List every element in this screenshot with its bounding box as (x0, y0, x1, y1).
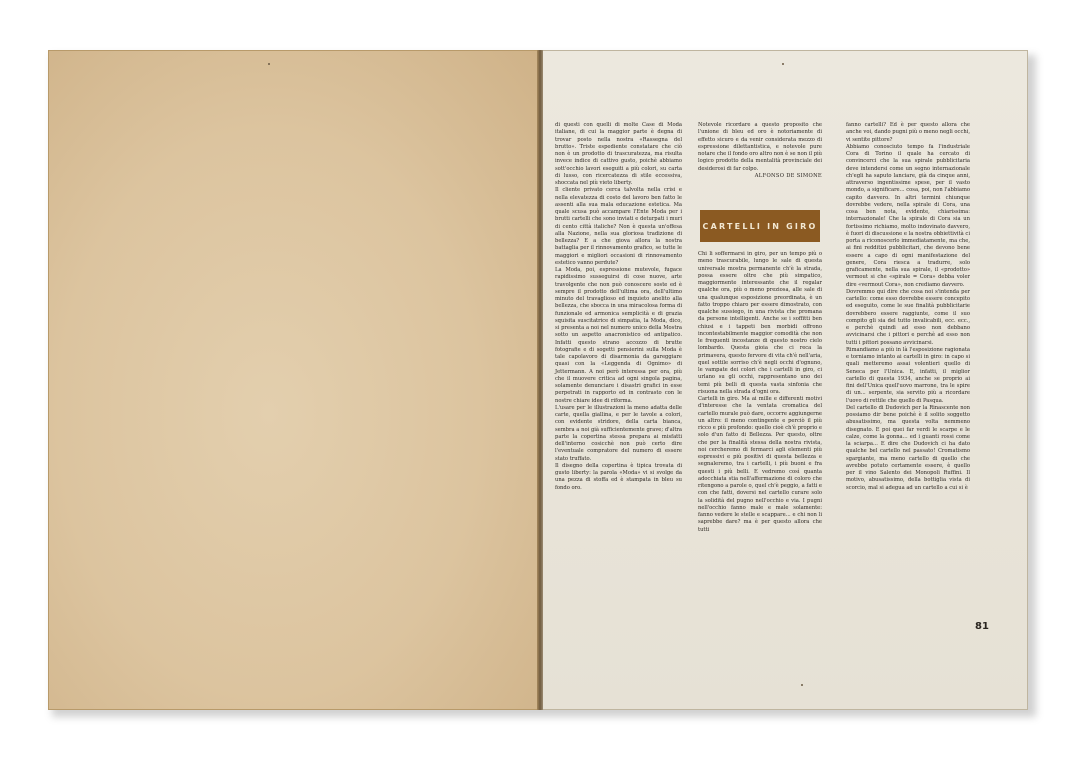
article-column-1 (555, 122, 682, 492)
book-gutter (537, 50, 543, 710)
section-title-banner (700, 210, 820, 242)
binding-dot (268, 63, 270, 65)
left-page (48, 50, 539, 710)
paragraph: Rimandiamo a più in là l'esposizione ragionata e torniamo intanto ai cartelli in giro: in capo si quali metteremo assai volentieri quello di Seneca per l'Unica. E, infatti, il miglior cartello di questa 1934, anche se proprio ai fini dell'Unica quell'uovo marrone, tra le spire di un... serpente, sia servito più a ricordare l'uovo di rettile che quello di Pasqua. (846, 346, 970, 404)
paragraph: La Moda, poi, espressione mutevole, fugace rapidissimo susseguirsi di cose nuove, arte travolgente che non può conoscere soste ed è sempre il prodotto dell'ultima ora, dell'ultimo minuto del travaglioso ed inquieto anelito alla bellezza, che sbocca in una miracolosa forma di funzionale ed armonica semplicità e di grazia squisita suscitatrice di simpatia, la Moda, dico, si presenta a noi nel numero unico della Mostra sotto un aspetto anacronistico ed antipatico. Infatti questo strano accozzo di brutte fotografie e di sogetti pensierini sulla Moda è tale capolavoro di disarmonia da gareggiare quasi con la «Leggenda di Ognimo» di Jettermann. A noi però interessa per ora, più che il muovere critica ad ogni singola pagina, solamente denunciare i disastri grafici in esse perpetrati in rapporto ed in contrasto con le nostre chiare idee di riforma. (555, 267, 682, 404)
binding-dot (801, 684, 803, 686)
paragraph: Del cartello di Dudovich per la Rinascente non possiamo dir bene poichè è il solito soggetto abusatissimo, ma questa volta nemmeno disegnato. E poi quei far verdi le scarpe e le calze, come la gonna... ed i guanti rossi come la sciarpa... E dire che Dudovich ci ha dato qualche bel cartello nel passato! Cromatismo sgargiante, ma meno cartello di quello che avrebbe potuto certamente essere, è quello per il vino Salento dei Monopoli Ruffini. Il motivo, abusatissimo, della bottiglia vista di scorcio, mal si adegua ad un cartello a cui si è (846, 404, 970, 491)
article-column-2-top (698, 122, 822, 180)
author-signature: ALFONSO DE SIMONE (754, 172, 822, 179)
paragraph: Chi li soffermarsi in giro, per un tempo più o meno trascurabile, lungo le sale di questa universale mostra permanente ch'è la strada, possa essere oltre che più simpatico, maggiormente interessante che il regalar qualche ora, più o meno preziosa, alle sale di una qualunque esposizione preordinata, è un fatto troppo chiaro per essere dimostrato, con qualche sussiego, in una rivista che promana da persone intelligenti. Anche se i soffitti ben chiusi e i tappeti ben morbidi offrono incontestabilmente maggior comodità che non le frequenti incostanze di questo nostro cielo lombardo. Questa gioia che ci reca la primavera, questo fervore di vita ch'è nell'aria, quel sottile sorriso ch'è negli occhi d'ognuno, le vampate dei colori che i cartelli in giro, ci urlano su gli occhi, rappresentano uno dei temi più belli di questa vasta sinfonia che risuona nella strada d'ogni ora. (698, 251, 822, 395)
article-column-3 (846, 122, 970, 492)
paragraph: L'usare per le illustrazioni la meno adatta delle carte, quella giallina, e per le tavole a colori, con evidente stridore, della carta bianca, sembra a noi già sufficientemente grave; d'altra parte la copertina stessa prepara ai misfatti dell'interno cosicchè non può certo dire l'eventuale compratore del numero di essere stato truffato. (555, 404, 682, 462)
paragraph: Dovremmo qui dire che cosa noi s'intenda per cartello: come esso dovrebbe essere concepito ed eseguito, come le sue finalità pubblicitarie dovrebbero essere raggiunte, come il suo compito gli sia del tutto invalicabili, ecc. ecc., e perchè quindi ad esso non debbano avvicinarsi che i pittori e perchè ad esso non tutti i pittori possano avvicinarsi. (846, 288, 970, 346)
binding-dot (782, 63, 784, 65)
paragraph: Il cliente privato cerca talvolta nella crisi e nella elevatezza di costo del lavoro ben fatto le assenti alla sua mala educazione estetica. Ma quale scusa può accampare l'Ente Moda per i brutti cartelli che sono inviati e deturpati i muri di cento città italiche? Non è questa un'offesa alla Nazione, nella sua gloriosa tradizione di bellezza? E a che giova allora la nostra battaglia per il rinnovamento grafico, se tutte le maggiori e migliori occasioni di rinnovamento estetico vanno perdute? (555, 187, 682, 266)
paragraph: fanno cartelli? Ed è per questo allora che anche voi, dando pugni più o meno negli occhi, vi sentite pittore? (846, 122, 971, 143)
paragraph: Il disegno della copertina è tipica trovata di gusto liberty: la parola «Moda» vi si svolge da una pezza di stoffa ed è stampata in bleu su fondo oro. (555, 462, 682, 491)
paragraph: Abbiamo conosciuto tempo fa l'industriale Cora di Torino il quale ha cercato di convincerci che la sua spirale pubblicitaria deve intendersi come un segno internazionale ch'egli ha saputo lanciare, già da cinque anni, attraverso ingentissime spese, per il vasto mondo, a significare... cosa, poi, non l'abbiamo capito davvero. In altri termini chiunque dovrebbe vedere, nella spirale di Cora, una cosa ben nota, evidente, chiarissima: internazionale! Che la spirale di Cora sia un fortissimo richiamo, molto indovinato davvero, è fuori di discussione e la nostra obbiettività ci porta a riconoscerlo immediatamente, ma che, ai fini redditizi pubblicitari, che devono bene essere a capo di ogni manifestazione del genere, Cora riesca a tradurre, solo graficamente, nella sua spirale, il «prodotto» vermout si che «spirale = Cora» debba voler dire «vermout Cora», non crediamo davvero. (846, 143, 970, 288)
paragraph: Notevole ricordare a questo proposito che l'unione di bleu ed oro è notoriamente di effetto sicuro e da venir considerata mezzo di espressione dilettantistica, e notevole pure notare che il fondo oro altro non è se non il più logico prodotto della mentalità provinciale dei desiderosi di far colpo. (698, 122, 823, 172)
paragraph: di questi con quelli di molte Case di Moda italiane, di cui la maggior parte è degna di trovar posto nella nostra «Rassegna del brutto». Triste espediente constatare che ciò non è un prodotto di trascuratezza, ma risulta invece indice di cattivo gusto, poichè abbiamo sott'occhio lavori eseguiti a più colori, su carta di lusso, con ricercatezza di stile eccessiva, shoccata nel più vieto liberty. (555, 122, 682, 186)
article-column-2 (698, 251, 822, 534)
page-number: 81 (975, 621, 989, 632)
paragraph: Cartelli in giro. Ma ai mille e differenti motivi d'interesse che la ventata cromatica del cartello murale può dare, occorre aggiungerne un altro: il meno contingente e perciò il più ricco e più profondo: quello cioè ch'è proprio e solo d'un fatto di Bellezza. Per questo, oltre che per la finalità stessa della nostra rivista, noi cercheremo di fermarci agli elementi più espressivi e più positivi di questa bellezza e segnaleremo, tra i cartelli, i più buoni e fra questi i più belli. E vedremo così quanta adocchiata stia nell'affermazione di coloro che ritengono a parole o, quel ch'è peggio, a fatti e con che fatti, doversi nel cartello curare solo la solidità del pugno nell'occhio e via. I pugni nell'occhio fanno male e male solamente: fanno vedere le stelle e scappare... e chi non li saprebbe dare? ma è per questo allora che tutti (698, 396, 822, 533)
section-title: CARTELLI IN GIRO (702, 221, 818, 231)
